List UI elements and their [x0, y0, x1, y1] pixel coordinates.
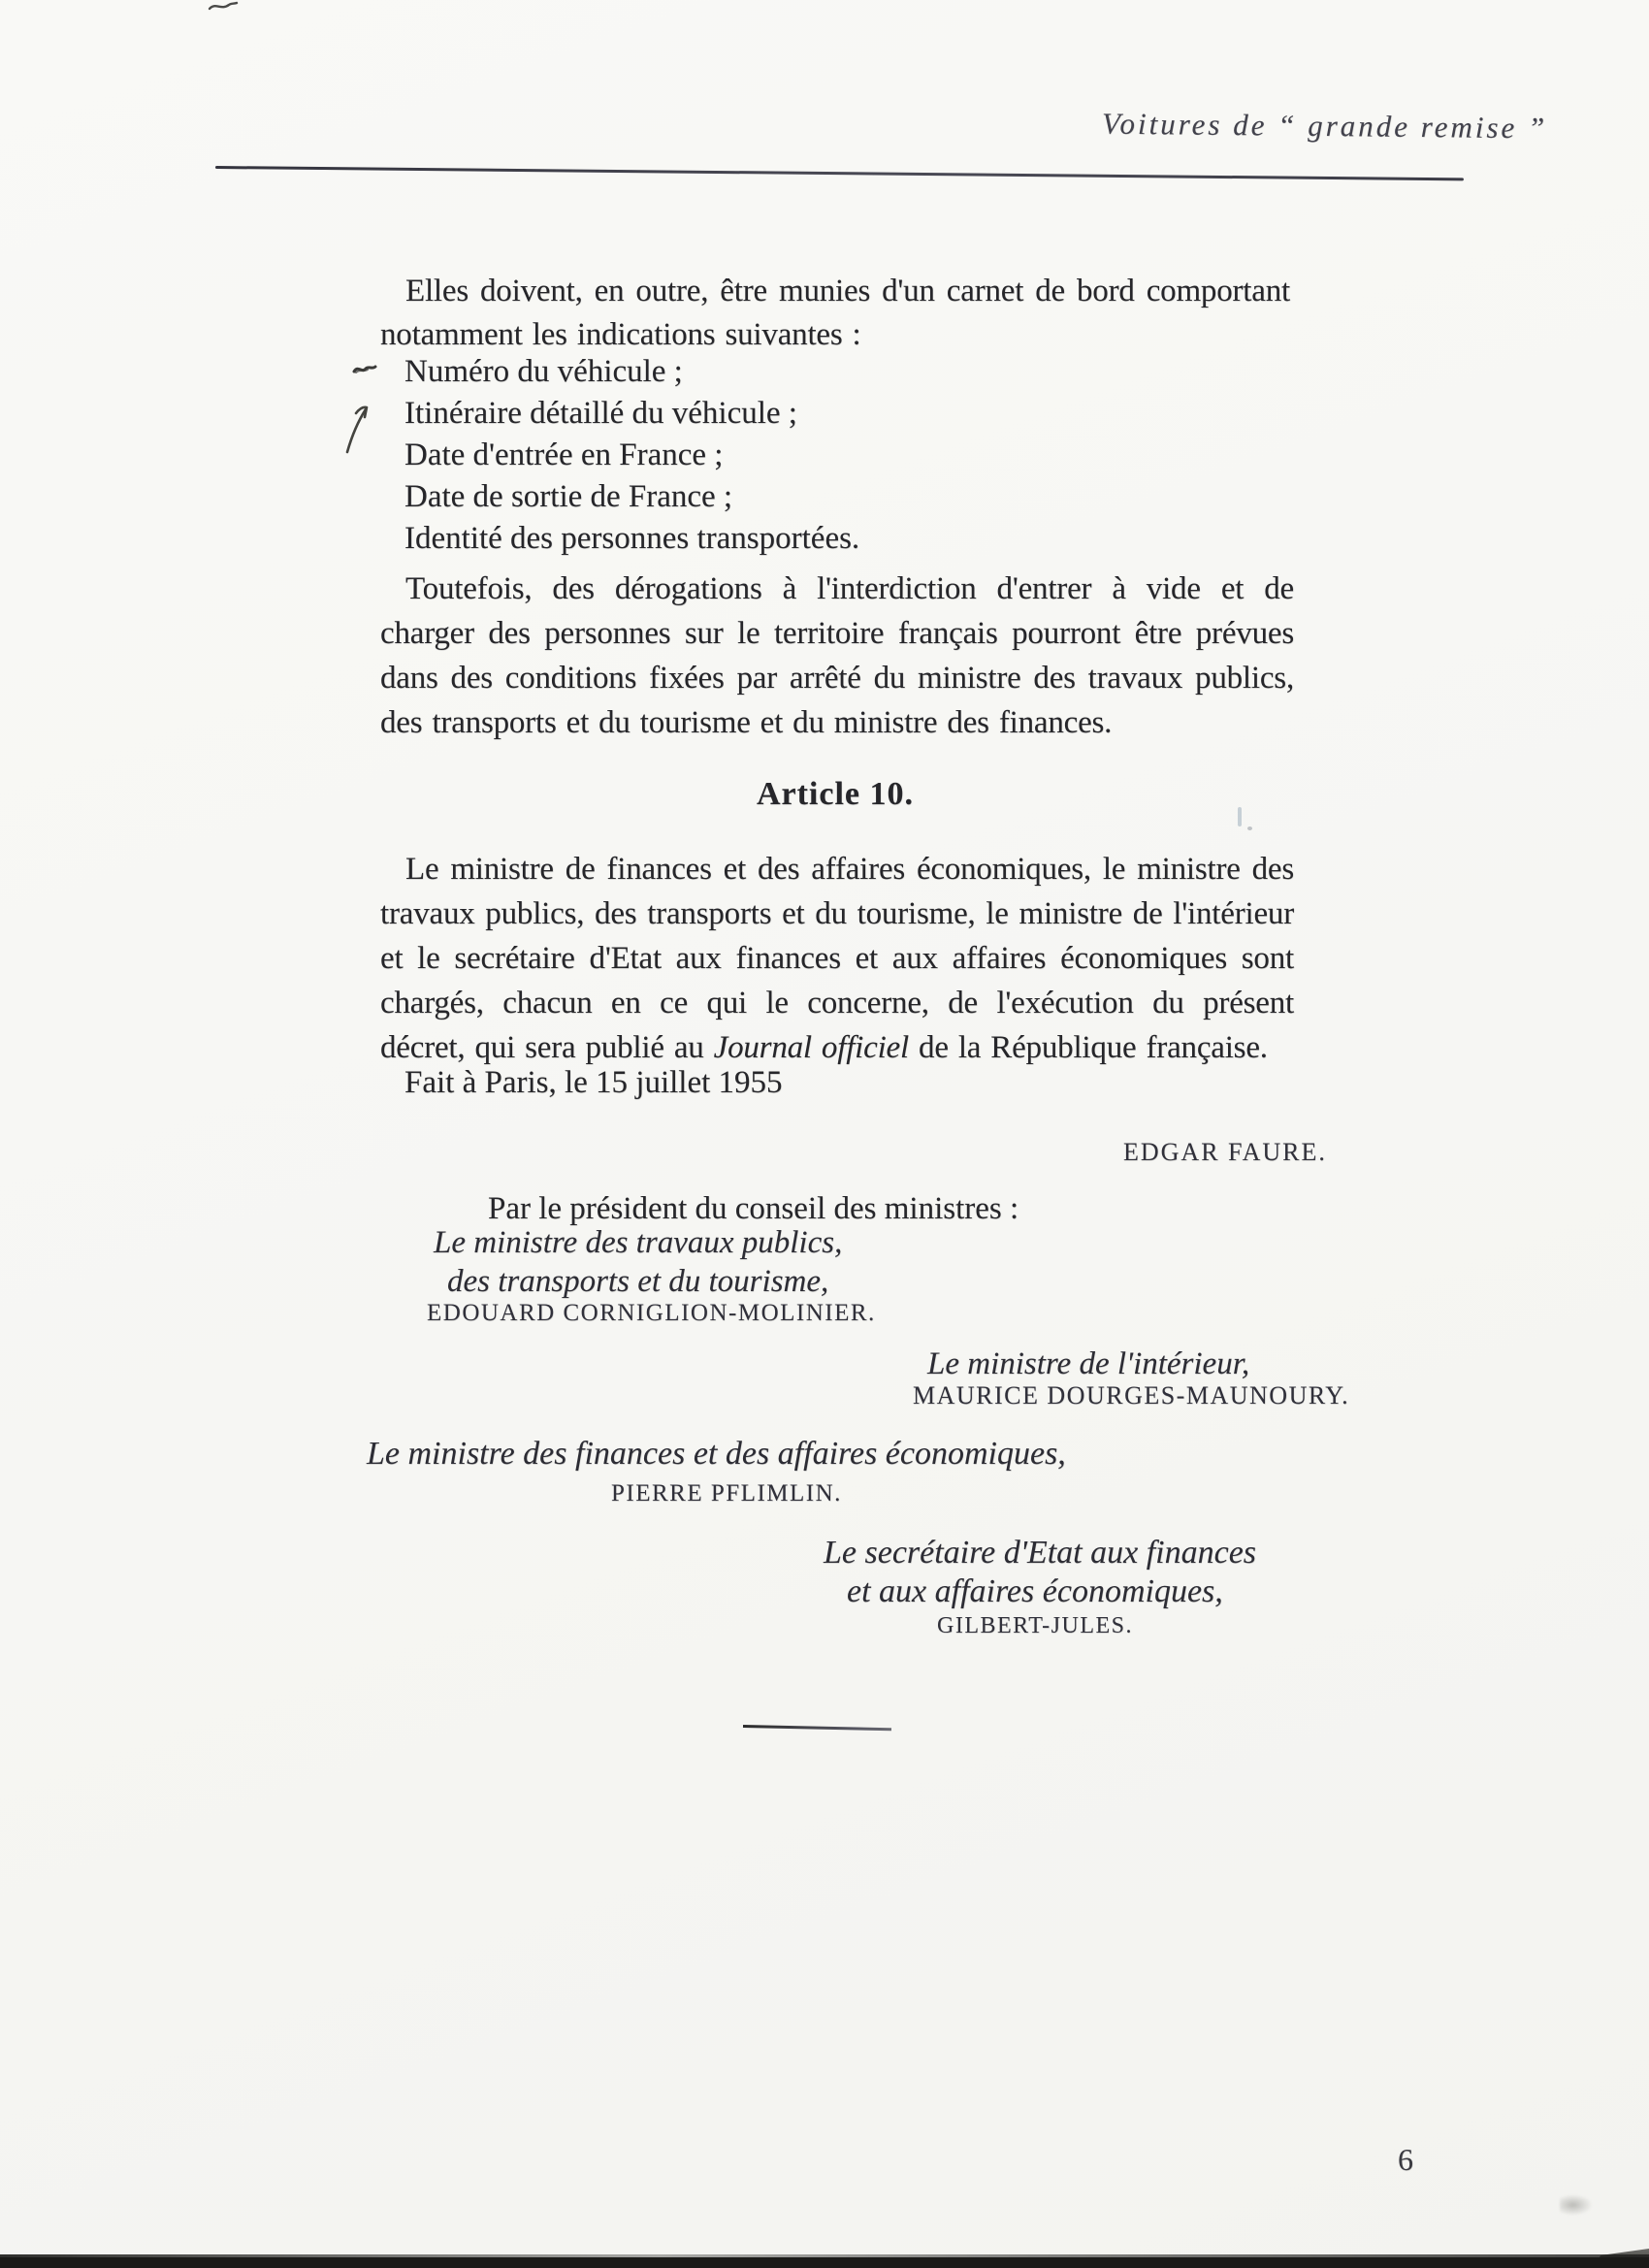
signature-block1-intro: Par le président du conseil des ministres : — [488, 1191, 1019, 1226]
page-number: 6 — [1398, 2142, 1413, 2177]
signature-pierre-pflimlin: PIERRE PFLIMLIN. — [611, 1480, 842, 1507]
running-header-title: Voitures de “ grande remise ” — [1101, 106, 1548, 146]
journal-officiel-italic: Journal officiel — [713, 1030, 909, 1065]
signature-block4-title-line1: Le secrétaire d'Etat aux finances — [824, 1535, 1257, 1571]
pen-mark-arrow-icon — [340, 398, 374, 456]
signature-block1-title-line2: des transports et du tourisme, — [447, 1264, 829, 1299]
signature-edgar-faure: EDGAR FAURE. — [1123, 1138, 1327, 1166]
pen-mark-squiggle-icon — [351, 361, 378, 378]
signature-block2-title: Le ministre de l'intérieur, — [927, 1346, 1250, 1381]
end-rule — [743, 1725, 891, 1731]
signature-block4-title-line2: et aux affaires économiques, — [847, 1573, 1223, 1609]
paragraph-execution-after: de la République française. — [908, 1030, 1268, 1065]
paragraph-carnet-de-bord: Elles doivent, en outre, être munies d'un carnet de bord comportant notamment les indications suivantes : — [380, 274, 1290, 352]
paragraph-derogations: Toutefois, des dérogations à l'interdiction d'entrer à vide et de charger des personnes sur le territoire français pourront être prévues dans des conditions fixées par arrêté du ministre des travaux publics, des transports et du tourisme et du ministre des finances. — [380, 571, 1294, 740]
list-item: Identité des personnes transportées. — [404, 521, 860, 556]
indications-list — [404, 351, 859, 560]
paragraph-execution-decret — [380, 847, 1294, 1070]
signature-dourges-maunoury: MAURICE DOURGES-MAUNOURY. — [913, 1381, 1350, 1409]
paragraph-execution-before: Le ministre de finances et des affaires économiques, le ministre des travaux publics, des transports et du tourisme, le ministre de l'intérieur et le secrétaire d'Etat aux finances et aux affaires économiques sont chargés, chacun en ce qui le concerne, de l'exécution du présent décret, qui sera publié au — [380, 852, 1294, 1065]
signature-corniglion-molinier: EDOUARD CORNIGLION-MOLINIER. — [427, 1300, 876, 1326]
header-rule — [215, 166, 1464, 180]
scanner-edge-band — [0, 2257, 1649, 2268]
list-item: Itinéraire détaillé du véhicule ; — [404, 396, 797, 431]
signature-block1-title-line1: Le ministre des travaux publics, — [434, 1225, 843, 1260]
pen-mark-top-icon — [208, 0, 239, 14]
list-item: Numéro du véhicule ; — [404, 354, 683, 389]
faint-ink-mark-icon — [1234, 807, 1253, 834]
dateline: Fait à Paris, le 15 juillet 1955 — [404, 1065, 783, 1100]
signature-block3-title: Le ministre des finances et des affaires économiques, — [367, 1436, 1066, 1472]
signature-gilbert-jules: GILBERT-JULES. — [937, 1613, 1134, 1638]
article-heading: Article 10. — [756, 776, 915, 812]
list-item: Date de sortie de France ; — [404, 479, 733, 514]
list-item: Date d'entrée en France ; — [404, 437, 724, 472]
scan-smudge — [1560, 2194, 1593, 2216]
